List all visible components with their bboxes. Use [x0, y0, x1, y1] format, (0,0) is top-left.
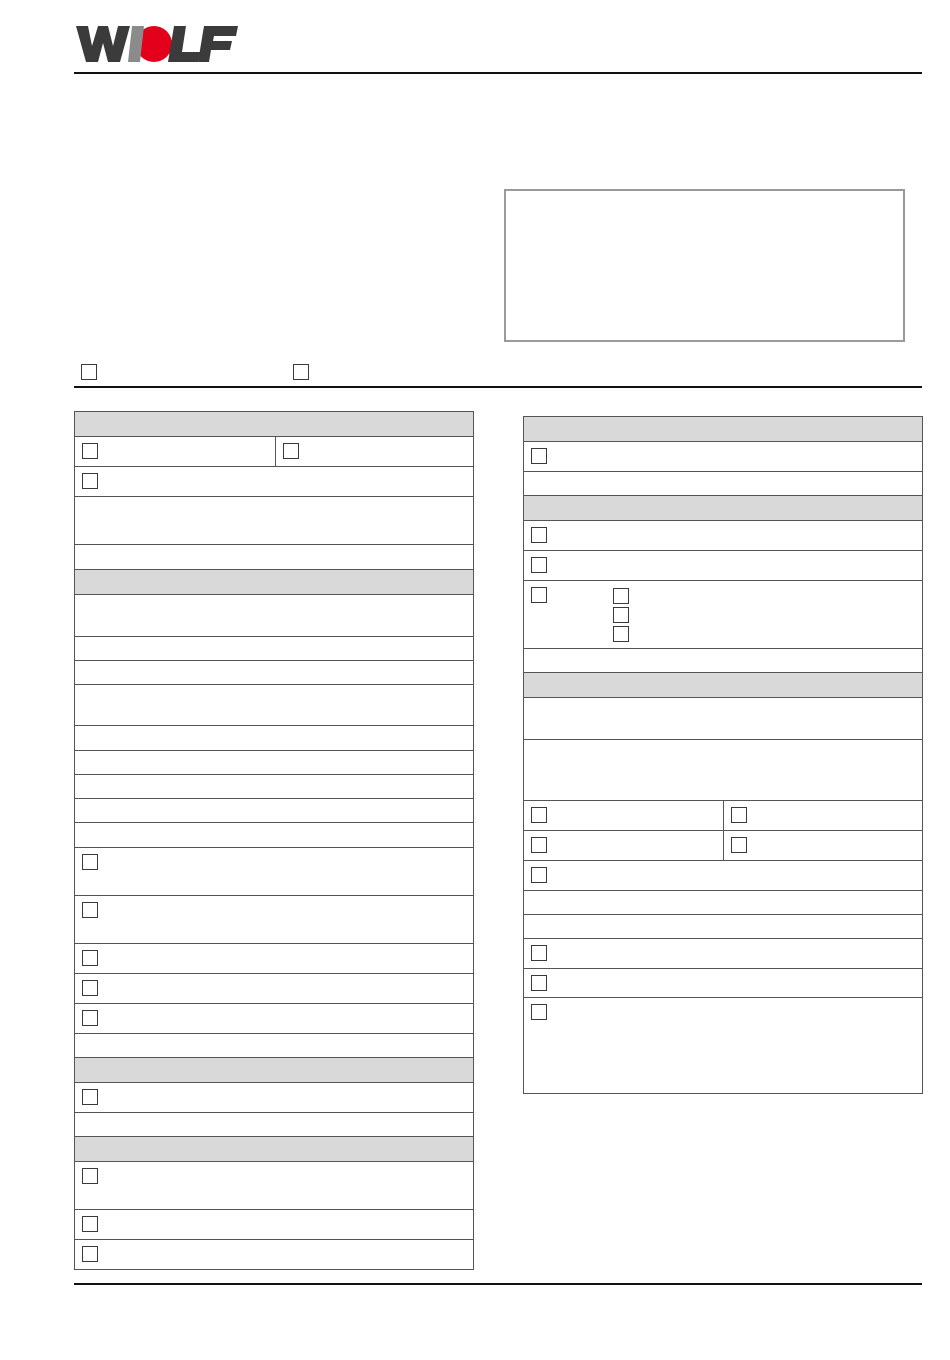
left-row — [75, 1034, 473, 1058]
left-checkbox[interactable] — [82, 1246, 98, 1262]
left-checkbox[interactable] — [82, 980, 98, 996]
left-form-table — [74, 411, 474, 1270]
section-rule — [74, 386, 922, 388]
right-row — [524, 740, 922, 801]
left-row — [75, 437, 473, 467]
left-section-header-2 — [75, 570, 473, 595]
right-checkbox[interactable] — [531, 975, 547, 991]
right-checkbox[interactable] — [731, 837, 747, 853]
right-row — [524, 472, 922, 496]
left-row — [75, 751, 473, 775]
left-row — [75, 799, 473, 823]
left-checkbox[interactable] — [82, 950, 98, 966]
address-box — [504, 189, 905, 342]
left-row — [75, 497, 473, 545]
right-checkbox[interactable] — [531, 527, 547, 543]
left-row — [75, 1083, 473, 1113]
footer-rule — [74, 1283, 922, 1285]
left-checkbox[interactable] — [283, 443, 299, 459]
left-row — [75, 775, 473, 799]
left-row — [75, 545, 473, 570]
left-section-header-1 — [75, 412, 473, 437]
right-row — [524, 939, 922, 969]
right-checkbox[interactable] — [731, 807, 747, 823]
left-row — [75, 896, 473, 944]
left-row — [75, 848, 473, 896]
right-checkbox[interactable] — [531, 807, 547, 823]
right-checkbox[interactable] — [531, 557, 547, 573]
right-row — [524, 551, 922, 581]
wolf-logo — [74, 18, 240, 68]
left-row — [75, 1004, 473, 1034]
right-row — [524, 649, 922, 673]
header-rule — [74, 72, 922, 74]
right-section-header-3 — [524, 673, 922, 698]
left-checkbox[interactable] — [82, 1089, 98, 1105]
right-sub-checkbox[interactable] — [613, 607, 629, 623]
left-section-header-3 — [75, 1058, 473, 1083]
left-row — [75, 974, 473, 1004]
right-row — [524, 831, 922, 861]
left-row — [75, 1240, 473, 1270]
top-checkbox-1[interactable] — [81, 364, 97, 380]
left-checkbox[interactable] — [82, 443, 98, 459]
left-checkbox[interactable] — [82, 1216, 98, 1232]
right-row — [524, 521, 922, 551]
left-row — [75, 1113, 473, 1137]
left-checkbox[interactable] — [82, 1010, 98, 1026]
right-sub-checkbox[interactable] — [613, 588, 629, 604]
right-checkbox[interactable] — [531, 1004, 547, 1020]
right-sub-checkbox[interactable] — [613, 626, 629, 642]
left-checkbox[interactable] — [82, 1168, 98, 1184]
left-checkbox[interactable] — [82, 854, 98, 870]
left-row — [75, 637, 473, 661]
left-row — [75, 595, 473, 637]
left-row — [75, 661, 473, 685]
right-row — [524, 891, 922, 915]
left-checkbox[interactable] — [82, 473, 98, 489]
right-row — [524, 998, 922, 1094]
right-checkbox[interactable] — [531, 448, 547, 464]
right-row — [524, 969, 922, 998]
left-row — [75, 1210, 473, 1240]
right-checkbox[interactable] — [531, 837, 547, 853]
left-checkbox[interactable] — [82, 902, 98, 918]
right-checkbox[interactable] — [531, 587, 547, 603]
right-section-header-2 — [524, 496, 922, 521]
right-row — [524, 442, 922, 472]
right-form-table — [523, 416, 923, 1094]
left-row — [75, 1162, 473, 1210]
right-checkbox[interactable] — [531, 945, 547, 961]
left-row — [75, 726, 473, 751]
left-row — [75, 944, 473, 974]
top-checkbox-2[interactable] — [293, 364, 309, 380]
right-row — [524, 801, 922, 831]
right-row — [524, 698, 922, 740]
right-row — [524, 581, 922, 649]
left-section-header-4 — [75, 1137, 473, 1162]
right-section-header-1 — [524, 417, 922, 442]
left-row — [75, 685, 473, 726]
left-row — [75, 823, 473, 848]
right-row — [524, 861, 922, 891]
left-row — [75, 467, 473, 497]
right-checkbox[interactable] — [531, 867, 547, 883]
right-row — [524, 915, 922, 939]
